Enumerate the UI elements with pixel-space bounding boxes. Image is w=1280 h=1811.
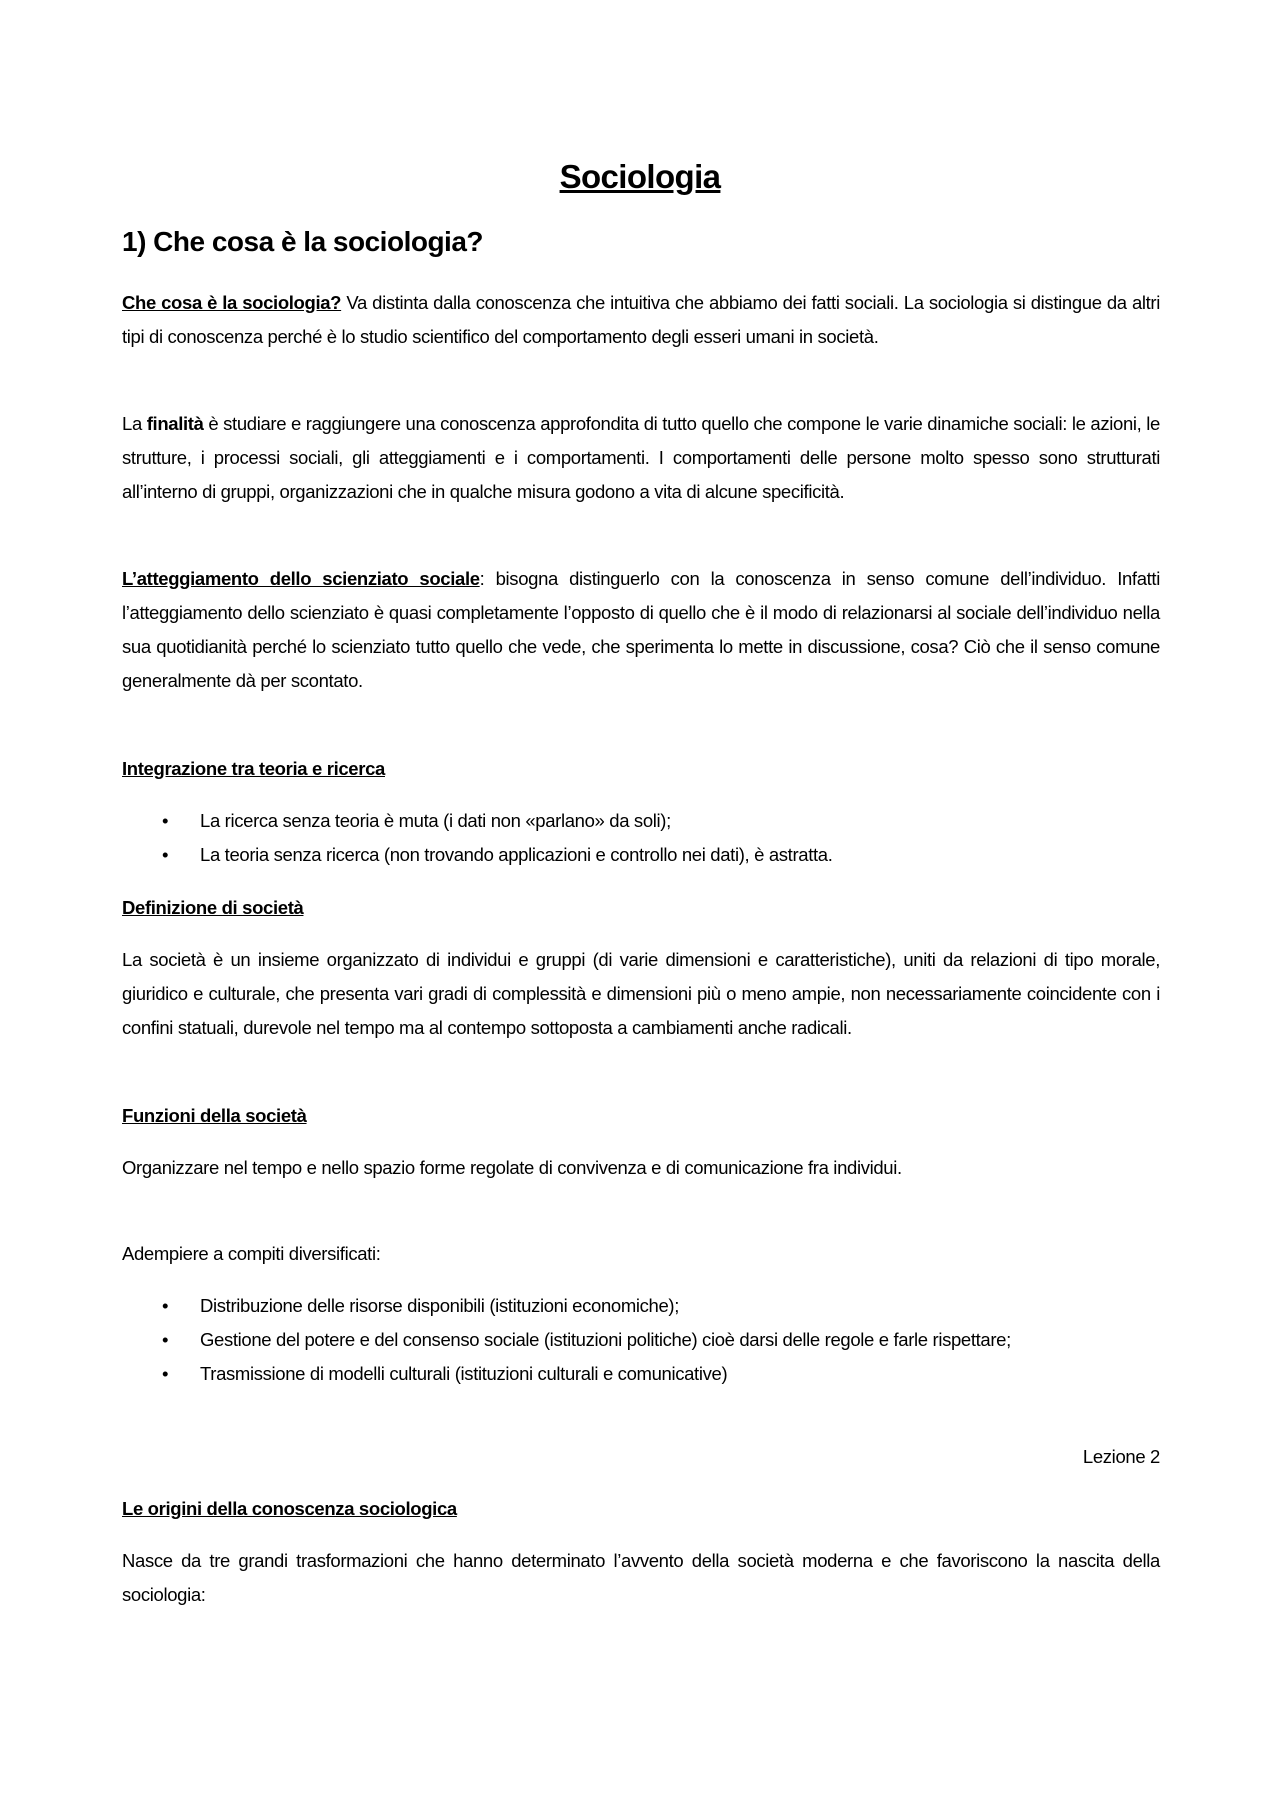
paragraph-finalita — [122, 407, 1160, 509]
document-title: Sociologia — [559, 158, 721, 195]
paragraph-funzioni: Organizzare nel tempo e nello spazio forme regolate di convivenza e di comunicazione fra individui. — [122, 1157, 902, 1178]
finalita-text: è studiare e raggiungere una conoscenza approfondita di tutto quello che compone le varie dinamiche sociali: le azioni, le strutture, i processi sociali, gli atteggiamenti e i comportamenti. I comportamenti delle persone molto spesso sono strutturati all’interno di gruppi, organizzazioni che in qualche misura godono a vita di alcune specificità. — [122, 413, 1160, 502]
heading-definizione: Definizione di società — [122, 897, 304, 918]
list-item: • Distribuzione delle risorse disponibili (istituzioni economiche); — [122, 1289, 1160, 1323]
list-item: • La ricerca senza teoria è muta (i dati non «parlano» da soli); — [122, 804, 1160, 838]
list-item: • Gestione del potere e del consenso sociale (istituzioni politiche) cioè darsi delle regole e farle rispettare; — [122, 1323, 1160, 1357]
paragraph-atteggiamento — [122, 562, 1160, 698]
intro-text: Va distinta dalla conoscenza che intuitiva che abbiamo dei fatti sociali. La sociologia si distingue da altri tipi di conoscenza perché è lo studio scientifico del comportamento degli esseri umani in società. — [122, 292, 1161, 347]
paragraph-definizione: La società è un insieme organizzato di individui e gruppi (di varie dimensioni e caratteristiche), uniti da relazioni di tipo morale, giuridico e culturale, che presenta vari gradi di complessità e dimensioni più o meno ampie, non necessariamente coincidente con i confini statuali, durevole nel tempo ma al contempo sottoposta a cambiamenti anche radicali. — [122, 949, 1160, 1038]
finalita-bold: finalità — [146, 413, 204, 434]
atteggiamento-lead: L’atteggiamento dello scienziato sociale — [122, 568, 480, 589]
atteggiamento-text: : bisogna distinguerlo con la conoscenza in senso comune dell’individuo. Infatti l’atteggiamento dello scienziato è quasi completamente l’opposto di quello che è il modo di relazionarsi al sociale dell’individuo nella sua quotidianità perché lo scienziato tutto quello che vede, che sperimenta lo mette in discussione, cosa? Ciò che il senso comune generalmente dà per scontato. — [122, 568, 1160, 691]
list-funzioni — [122, 1289, 1160, 1391]
heading-integrazione: Integrazione tra teoria e ricerca — [122, 758, 385, 779]
heading-origini: Le origini della conoscenza sociologica — [122, 1498, 457, 1519]
paragraph-intro — [122, 286, 1160, 354]
list-item: • La teoria senza ricerca (non trovando applicazioni e controllo nei dati), è astratta. — [122, 838, 1160, 872]
finalita-pre: La — [122, 413, 147, 434]
paragraph-origini: Nasce da tre grandi trasformazioni che hanno determinato l’avvento della società moderna e che favoriscono la nascita della sociologia: — [122, 1550, 1160, 1605]
section-heading: 1) Che cosa è la sociologia? — [122, 226, 484, 257]
list-integrazione — [122, 804, 1160, 872]
lesson-label: Lezione 2 — [1082, 1446, 1160, 1467]
intro-lead: Che cosa è la sociologia? — [122, 292, 342, 313]
list-item: • Trasmissione di modelli culturali (istituzioni culturali e comunicative) — [122, 1357, 1160, 1391]
paragraph-adempiere: Adempiere a compiti diversificati: — [122, 1243, 381, 1264]
heading-funzioni: Funzioni della società — [122, 1105, 307, 1126]
